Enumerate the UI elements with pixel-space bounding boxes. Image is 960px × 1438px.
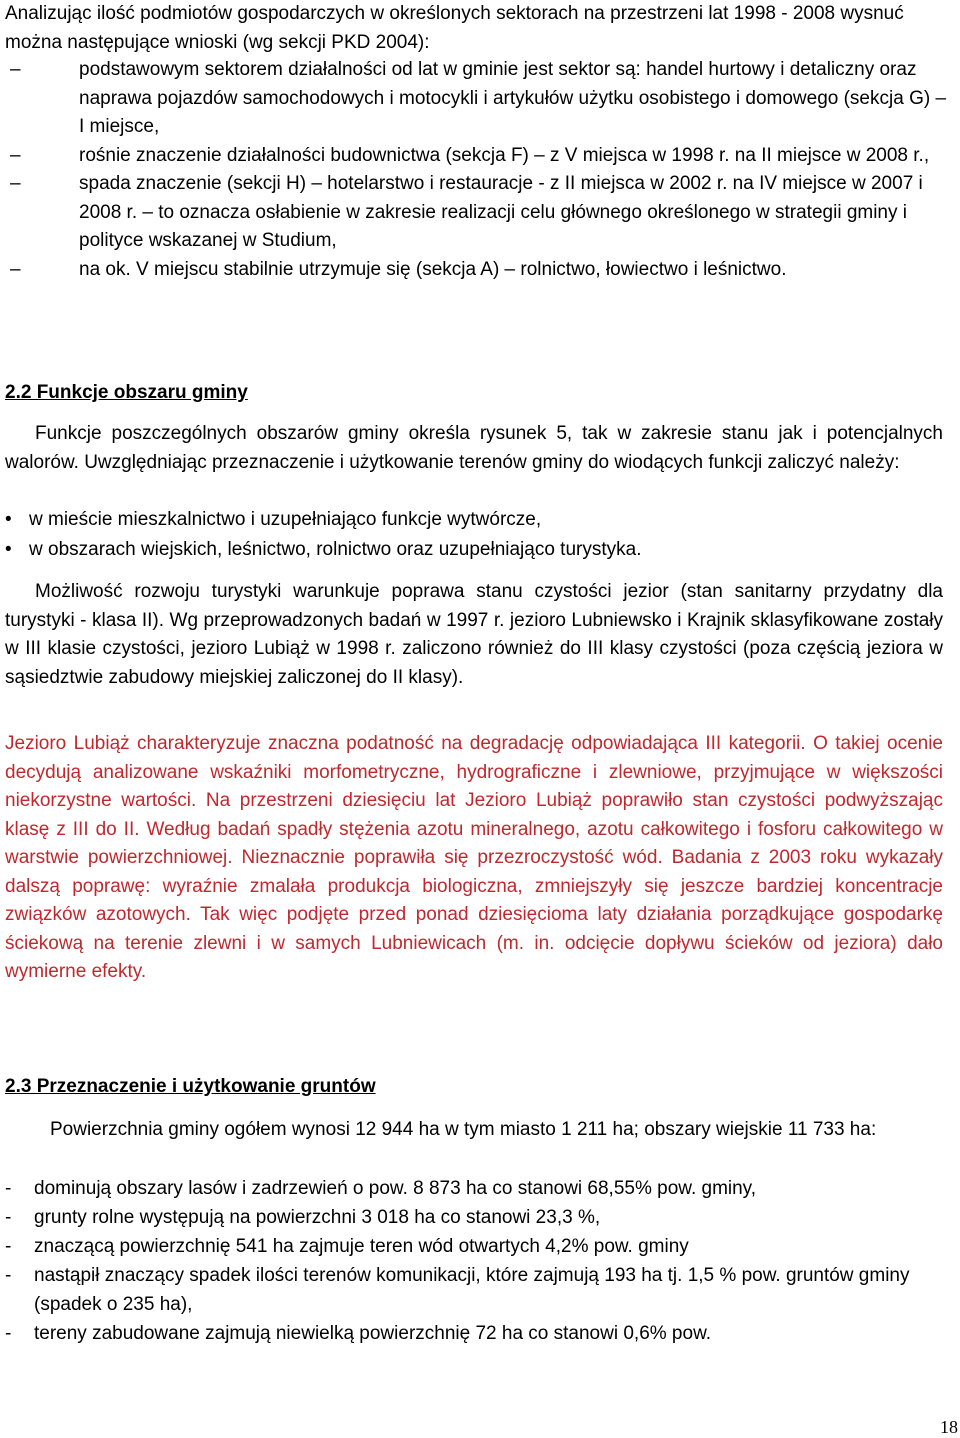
tourism-paragraph: Możliwość rozwoju turystyki warunkuje poprawa stanu czystości jezior (stan sanitarny przydatny dla turystyki - klasa II). Wg przeprowadzonych badań w 1997 r. jezioro Lubniewsko i Krajnik sklasyfikowane zostały w III klasie czystości, jezioro Lubiąż w 1998 r. zaliczono również do III klasy czystości (poza częścią jeziora w sąsiedztwie zabudowy miejskiej zaliczonej do II klasy). — [5, 581, 943, 688]
dash-bullet: - — [5, 1178, 12, 1199]
dash-bullet: - — [5, 1207, 12, 1228]
dash-bullet: – — [10, 144, 21, 166]
list-item: - tereny zabudowane zajmują niewielką powierzchnię 72 ha co stanowi 0,6% pow. — [5, 1319, 945, 1348]
area-paragraph: Powierzchnia gminy ogółem wynosi 12 944 ha w tym miasto 1 211 ha; obszary wiejskie 11 733 ha: — [50, 1119, 877, 1140]
list-item: • w mieście mieszkalnictwo i uzupełniająco funkcje wytwórcze, — [5, 506, 945, 534]
dash-bullet: - — [5, 1323, 12, 1344]
land-use-list — [5, 1174, 945, 1348]
intro-paragraph: Analizując ilość podmiotów gospodarczych w określonych sektorach na przestrzeni lat 1998 - 2008 wysnuć można następujące wnioski (wg sekcji PKD 2004): — [5, 3, 904, 53]
dash-bullet: - — [5, 1236, 12, 1257]
bullet-mark: • — [5, 539, 12, 560]
functions-paragraph: Funkcje poszczególnych obszarów gminy określa rysunek 5, tak w zakresie stanu jak i potencjalnych walorów. Uwzględniając przeznaczenie i użytkowanie terenów gminy do wiodących funkcji zaliczyć należy: — [5, 423, 943, 473]
list-item: - dominują obszary lasów i zadrzewień o pow. 8 873 ha co stanowi 68,55% pow. gminy, — [5, 1174, 945, 1203]
functions-list — [5, 506, 945, 566]
list-item: - znaczącą powierzchnię 541 ha zajmuje teren wód otwartych 4,2% pow. gminy — [5, 1232, 945, 1261]
bullet-mark: • — [5, 509, 12, 530]
page-number: 18 — [940, 1417, 958, 1437]
section-heading-2-2: 2.2 Funkcje obszaru gminy — [5, 382, 248, 403]
dash-bullet: - — [5, 1265, 12, 1286]
list-item: – spada znaczenie (sekcji H) – hotelarstwo i restauracje - z II miejsca w 2002 r. na IV miejsce w 2007 i 2008 r. – to oznacza osłabienie w zakresie realizacji celu głównego określonego w strategii gminy i polityce wskazanej w Studium, — [0, 170, 950, 256]
list-item: • w obszarach wiejskich, leśnictwo, rolnictwo oraz uzupełniająco turystyka. — [5, 536, 945, 564]
dash-bullet: – — [10, 258, 21, 280]
conclusions-list — [0, 56, 950, 284]
list-item: - grunty rolne występują na powierzchni 3 018 ha co stanowi 23,3 %, — [5, 1203, 945, 1232]
dash-bullet: – — [10, 173, 21, 194]
lake-paragraph: Jezioro Lubiąż charakteryzuje znaczna podatność na degradację odpowiadająca III kategorii. O takiej ocenie decydują analizowane wskaźniki morfometryczne, hydrograficzne i zlewniowe, przyjmujące w większości niekorzystne wartości. Na przestrzeni dziesięciu lat Jezioro Lubiąż poprawiło stan czystości podwyższając klasę z III do II. Według badań spadły stężenia azotu mineralnego, azotu całkowitego i fosforu całkowitego w warstwie powierzchniowej. Nieznacznie poprawiła się przezroczystość wód. Badania z 2003 roku wykazały dalszą poprawę: wyraźnie zmalała produkcja biologiczna, zmniejszyły się jeszcze bardziej koncentracje związków azotowych. Tak więc podjęte przed ponad dziesięcioma laty działania porządkujące gospodarkę ściekową na terenie zlewni i w samych Lubniewicach (m. in. odcięcie dopływu ścieków od jeziora) dało wymierne efekty. — [5, 733, 943, 982]
list-item: – na ok. V miejscu stabilnie utrzymuje się (sekcja A) – rolnictwo, łowiectwo i leśnictwo. — [0, 256, 950, 285]
list-item: – rośnie znaczenie działalności budownictwa (sekcja F) – z V miejsca w 1998 r. na II miejsce w 2008 r., — [0, 142, 950, 171]
dash-bullet: – — [10, 59, 21, 80]
section-heading-2-3: 2.3 Przeznaczenie i użytkowanie gruntów — [5, 1076, 376, 1097]
list-item: – podstawowym sektorem działalności od lat w gminie jest sektor są: handel hurtowy i detaliczny oraz naprawa pojazdów samochodowych i motocykli i artykułów użytku osobistego i domowego (sekcja G) – I miejsce, — [0, 56, 950, 142]
list-item: - nastąpił znaczący spadek ilości terenów komunikacji, które zajmują 193 ha tj. 1,5 % pow. gruntów gminy (spadek o 235 ha), — [5, 1261, 945, 1319]
